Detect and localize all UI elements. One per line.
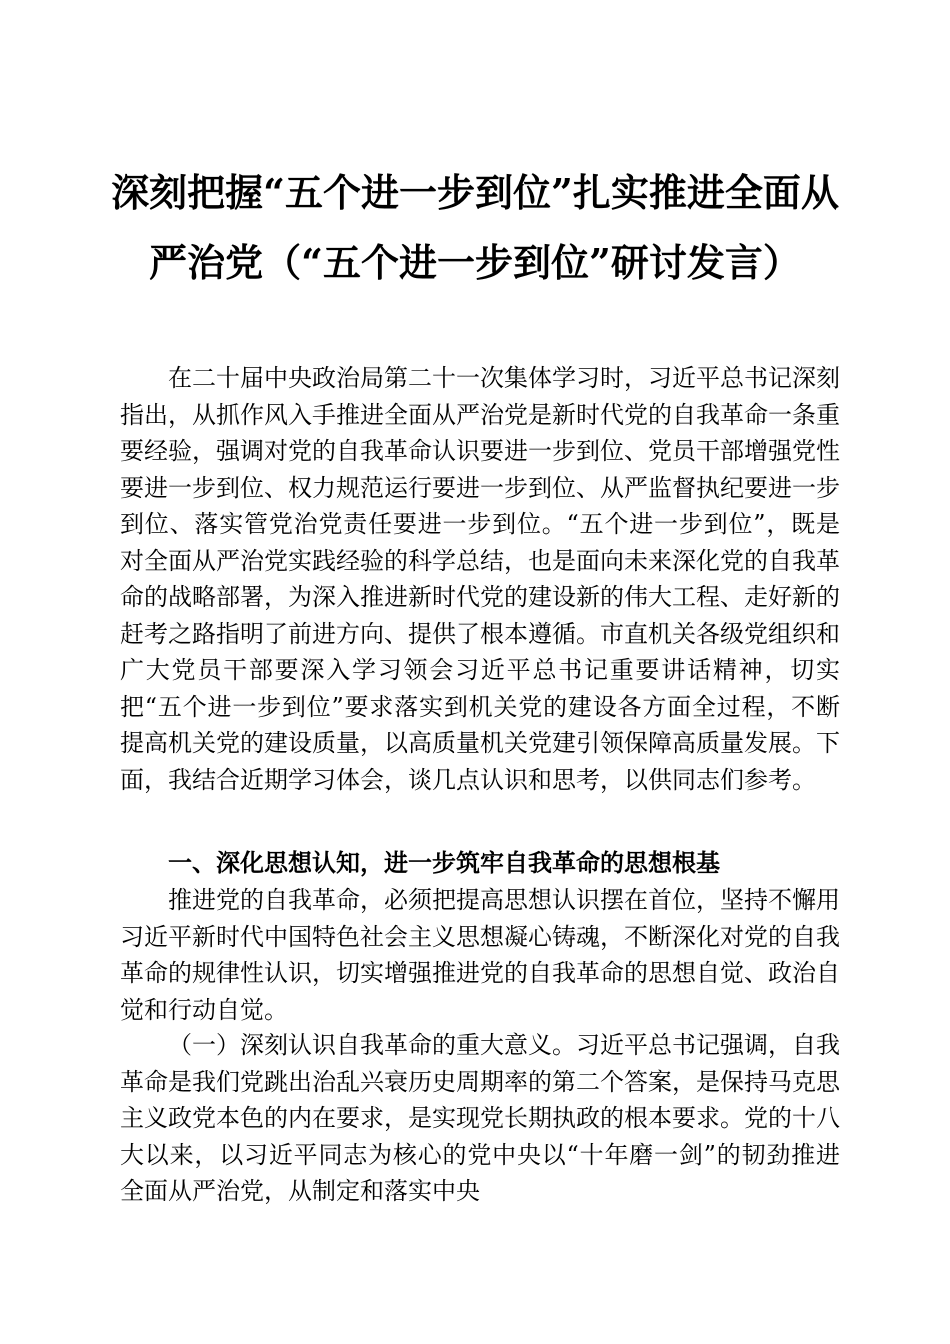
document-title-line-2: 严治党（“五个进一步到位”研讨发言） <box>149 240 801 285</box>
section-1-paragraph: 推进党的自我革命，必须把提高思想认识摆在首位，坚持不懈用习近平新时代中国特色社会主义思想凝心铸魂，不断深化对党的自我革命的规律性认识，切实增强推进党的自我革命的思想自觉、政治自觉和行动自觉。 <box>120 886 840 1024</box>
intro-paragraph: 在二十届中央政治局第二十一次集体学习时，习近平总书记深刻指出，从抓作风入手推进全面从严治党是新时代党的自我革命一条重要经验，强调对党的自我革命认识要进一步到位、党员干部增强党性要进一步到位、权力规范运行要进一步到位、从严监督执纪要进一步到位、落实管党治党责任要进一步到位。“五个进一步到位”，既是对全面从严治党实践经验的科学总结，也是面向未来深化党的自我革命的战略部署，为深入推进新时代党的建设新的伟大工程、走好新的赶考之路指明了前进方向、提供了根本遵循。市直机关各级党组织和广大党员干部要深入学习领会习近平总书记重要讲话精神，切实把“五个进一步到位”要求落实到机关党的建设各方面全过程，不断提高机关党的建设质量，以高质量机关党建引领保障高质量发展。下面，我结合近期学习体会，谈几点认识和思考，以供同志们参考。 <box>120 364 840 794</box>
section-heading-1: 一、深化思想认知，进一步筑牢自我革命的思想根基 <box>168 849 720 877</box>
document-title-line-1: 深刻把握“五个进一步到位”扎实推进全面从 <box>111 170 839 215</box>
subsection-1-paragraph <box>120 1027 840 1210</box>
subsection-1-text: 习近平总书记强调，自我革命是我们党跳出治乱兴衰历史周期率的第二个答案，是保持马克思主义政党本色的内在要求，是实现党长期执政的根本要求。党的十八大以来，以习近平同志为核心的党中央以“十年磨一剑”的韧劲推进全面从严治党，从制定和落实中央 <box>120 1031 840 1205</box>
subsection-heading-1: （一）深刻认识自我革命的重大意义。 <box>168 1031 576 1059</box>
